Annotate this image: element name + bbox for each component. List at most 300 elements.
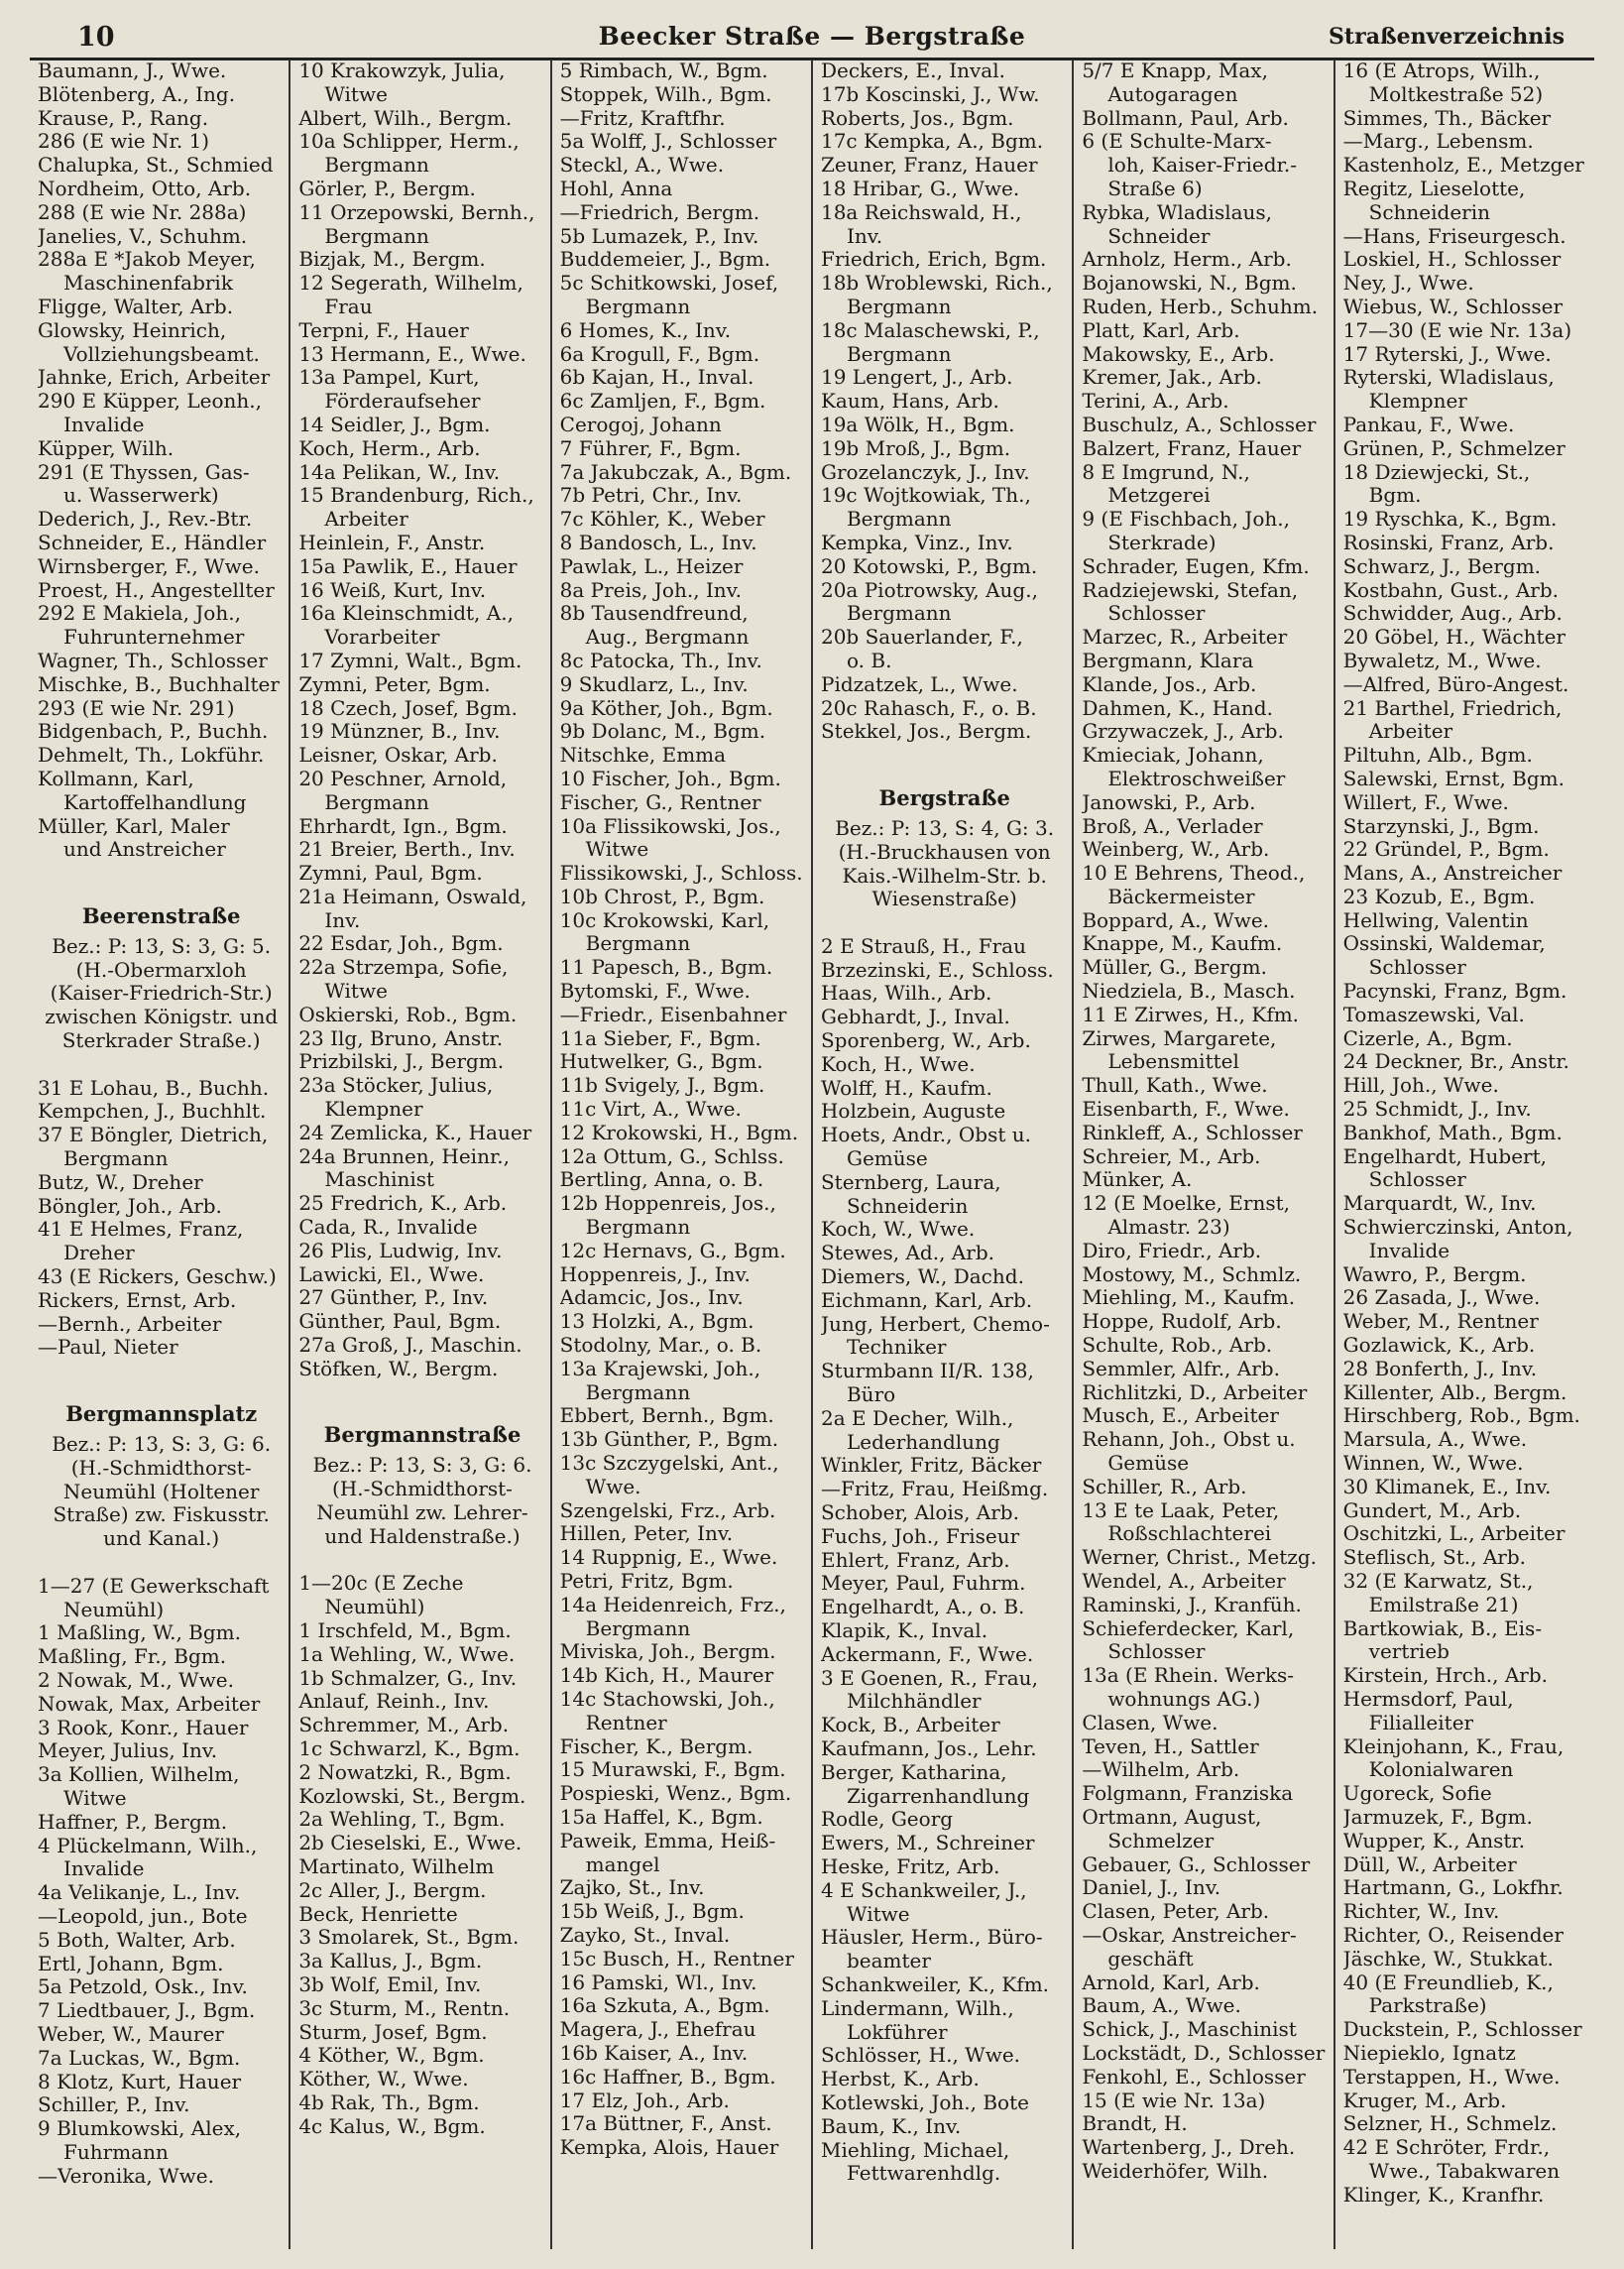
resident-entry: 27a Groß, J., Maschin. xyxy=(298,1334,522,1358)
resident-entry: 7 Führer, F., Bgm. xyxy=(559,436,742,460)
resident-entry: Zayko, St., Inval. xyxy=(559,1923,731,1947)
resident-entry: Koch, W., Wwe. xyxy=(820,1218,976,1242)
resident-entry: Proest, H., Angestellter xyxy=(38,578,275,602)
resident-entry: Oskierski, Rob., Bgm. xyxy=(298,1003,518,1026)
resident-entry: Hohl, Anna xyxy=(559,177,673,200)
resident-entry-continuation: Witwe xyxy=(585,838,649,862)
resident-entry: 3 Rook, Konr., Hauer xyxy=(38,1716,249,1739)
resident-entry-continuation: Vollziehungsbeamt. xyxy=(63,342,260,366)
resident-entry: Terstappen, H., Wwe. xyxy=(1342,2065,1561,2089)
resident-entry: Clasen, Wwe. xyxy=(1082,1711,1218,1734)
resident-entry: Jung, Herbert, Chemo- xyxy=(820,1312,1050,1336)
resident-entry: 27 Günther, P., Inv. xyxy=(298,1286,489,1310)
resident-entry: Kollmann, Karl, xyxy=(38,767,194,790)
resident-entry: 18 Czech, Josef, Bgm. xyxy=(298,696,518,720)
resident-entry: 14c Stachowski, Joh., xyxy=(559,1687,775,1711)
resident-entry: Gozlawick, K., Arb. xyxy=(1342,1334,1536,1358)
resident-entry: Jahnke, Erich, Arbeiter xyxy=(38,366,271,390)
resident-entry: Magera, J., Ehefrau xyxy=(559,2018,756,2042)
resident-entry: Wartenberg, J., Dreh. xyxy=(1082,2136,1296,2160)
resident-entry: Zajko, St., Inv. xyxy=(559,1876,705,1900)
resident-entry: 13 Hermann, E., Wwe. xyxy=(298,342,526,366)
resident-entry: 18a Reichswald, H., xyxy=(820,200,1022,224)
resident-entry: Niepieklo, Ignatz xyxy=(1342,2041,1516,2065)
resident-entry: Winkler, Fritz, Bäcker xyxy=(820,1454,1042,1478)
resident-entry: 6 Homes, K., Inv. xyxy=(559,318,732,342)
resident-entry: Rybka, Wladislaus, xyxy=(1082,200,1273,224)
resident-entry-continuation: geschäft xyxy=(1107,1947,1194,1970)
resident-entry: Schober, Alois, Arb. xyxy=(820,1501,1019,1525)
resident-entry: 15 Brandenburg, Rich., xyxy=(298,484,534,508)
resident-entry: Weber, W., Maurer xyxy=(38,2022,224,2046)
resident-entry: Müller, G., Bergm. xyxy=(1082,956,1267,980)
resident-entry-continuation: u. Wasserwerk) xyxy=(63,484,219,508)
directory-column xyxy=(289,60,549,2249)
resident-entry: 20a Piotrowsky, Aug., xyxy=(820,578,1038,602)
resident-entry: Pospieski, Wenz., Bgm. xyxy=(559,1782,792,1806)
resident-entry: Pidzatzek, L., Wwe. xyxy=(820,672,1018,696)
resident-entry-continuation: beamter xyxy=(846,1950,931,1973)
resident-entry: 10 Fischer, Joh., Bgm. xyxy=(559,767,781,790)
resident-entry-continuation: Neumühl) xyxy=(63,1598,165,1621)
resident-entry: Szengelski, Frz., Arb. xyxy=(559,1498,776,1522)
resident-entry: Dederich, J., Rev.-Btr. xyxy=(38,508,253,532)
street-heading: Beerenstraße xyxy=(81,902,241,928)
resident-entry-continuation: Invalide xyxy=(63,413,145,436)
resident-entry: 6a Krogull, F., Bgm. xyxy=(559,342,760,366)
resident-entry: Bollmann, Paul, Arb. xyxy=(1082,106,1289,130)
resident-entry: 13a (E Rhein. Werks- xyxy=(1082,1664,1295,1688)
resident-entry: 18c Malaschewski, P., xyxy=(820,318,1040,342)
resident-entry: Schremmer, M., Arb. xyxy=(298,1714,510,1737)
resident-entry: Ryterski, Wladislaus, xyxy=(1342,366,1555,390)
resident-entry: Grzywaczek, J., Arb. xyxy=(1082,720,1284,744)
resident-entry: —Alfred, Büro-Angest. xyxy=(1342,672,1569,696)
resident-entry: Ortmann, August, xyxy=(1082,1805,1262,1829)
resident-entry: Miviska, Joh., Bergm. xyxy=(559,1640,776,1664)
resident-entry: Schlösser, H., Wwe. xyxy=(820,2044,1021,2068)
resident-entry: Steflisch, St., Arb. xyxy=(1342,1546,1526,1570)
resident-entry: 9 Blumkowski, Alex, xyxy=(38,2117,242,2141)
resident-entry: Pankau, F., Wwe. xyxy=(1342,413,1515,436)
resident-entry: 15a Pawlik, E., Hauer xyxy=(298,554,518,578)
resident-entry: Marquardt, W., Inv. xyxy=(1342,1192,1537,1216)
resident-entry-continuation: Kartoffelhandlung xyxy=(63,790,247,814)
resident-entry: 4c Kalus, W., Bgm. xyxy=(298,2114,486,2138)
street-location: Kais.-Wilhelm-Str. b. xyxy=(842,863,1047,888)
resident-entry: 23 Ilg, Bruno, Anstr. xyxy=(298,1026,504,1050)
page-header xyxy=(30,14,1594,60)
resident-entry: 293 (E wie Nr. 291) xyxy=(38,696,235,720)
resident-entry: 4 Plückelmann, Wilh., xyxy=(38,1834,258,1857)
resident-entry: 10 Krakowzyk, Julia, xyxy=(298,60,506,82)
resident-entry: 9 Skudlarz, L., Inv. xyxy=(559,672,749,696)
resident-entry: Zymni, Paul, Bgm. xyxy=(298,862,483,886)
resident-entry: Buschulz, A., Schlosser xyxy=(1082,413,1317,436)
resident-entry-continuation: Schneiderin xyxy=(1368,200,1491,224)
resident-entry: Mostowy, M., Schmlz. xyxy=(1082,1262,1302,1286)
resident-entry: 26 Plis, Ludwig, Inv. xyxy=(298,1239,503,1262)
resident-entry: 13a Pampel, Kurt, xyxy=(298,366,480,390)
resident-entry: Görler, P., Bergm. xyxy=(298,177,476,200)
resident-entry: 15b Weiß, J., Bgm. xyxy=(559,1900,745,1924)
resident-entry: 22a Strzempa, Sofie, xyxy=(298,956,509,980)
resident-entry: Anlauf, Reinh., Inv. xyxy=(298,1690,490,1714)
resident-entry: Daniel, J., Inv. xyxy=(1082,1876,1221,1900)
resident-entry: Musch, E., Arbeiter xyxy=(1082,1404,1279,1428)
resident-entry-continuation: Filialleiter xyxy=(1368,1711,1474,1734)
resident-entry: Nitschke, Emma xyxy=(559,744,727,768)
resident-entry: Ugoreck, Sofie xyxy=(1342,1782,1492,1806)
resident-entry: 13b Günther, P., Bgm. xyxy=(559,1428,779,1452)
resident-entry: Boppard, A., Wwe. xyxy=(1082,908,1270,932)
resident-entry: 17 Ryterski, J., Wwe. xyxy=(1342,342,1552,366)
resident-entry: 19c Wojtkowiak, Th., xyxy=(820,484,1031,508)
resident-entry-continuation: Witwe xyxy=(846,1902,910,1926)
resident-entry: Haffner, P., Bergm. xyxy=(38,1810,228,1834)
resident-entry-continuation: Witwe xyxy=(324,980,388,1004)
resident-entry: 10a Flissikowski, Jos., xyxy=(559,814,781,838)
resident-entry: 8 Klotz, Kurt, Hauer xyxy=(38,2070,242,2093)
resident-entry: Mans, A., Anstreicher xyxy=(1342,862,1563,886)
street-location: und Haldenstraße.) xyxy=(324,1523,521,1548)
resident-entry: Ehrhardt, Ign., Bgm. xyxy=(298,814,508,838)
resident-entry: Kozlowski, St., Bergm. xyxy=(298,1784,526,1808)
resident-entry: Klapik, K., Inval. xyxy=(820,1619,988,1642)
resident-entry: Kostbahn, Gust., Arb. xyxy=(1342,578,1559,602)
resident-entry: Steckl, A., Wwe. xyxy=(559,154,725,178)
resident-entry: 17—30 (E wie Nr. 13a) xyxy=(1342,318,1572,342)
resident-entry: Hirschberg, Rob., Bgm. xyxy=(1342,1404,1580,1428)
resident-entry-continuation: Gemüse xyxy=(846,1147,928,1171)
resident-entry: Deckers, E., Inval. xyxy=(820,60,1005,82)
street-district-info: Bez.: P: 13, S: 4, G: 3. xyxy=(835,815,1055,840)
resident-entry: Kempchen, J., Buchhlt. xyxy=(38,1100,267,1124)
resident-entry: Zeuner, Franz, Hauer xyxy=(820,154,1038,178)
resident-entry: Folgmann, Franziska xyxy=(1082,1782,1294,1806)
resident-entry: Küpper, Wilh. xyxy=(38,436,174,460)
resident-entry: Makowsky, E., Arb. xyxy=(1082,342,1275,366)
resident-entry: Schrader, Eugen, Kfm. xyxy=(1082,554,1310,578)
resident-entry: 4a Velikanje, L., Inv. xyxy=(38,1881,241,1905)
resident-entry: 16 Pamski, Wl., Inv. xyxy=(559,1970,757,1994)
resident-entry: 4 E Schankweiler, J., xyxy=(820,1878,1027,1902)
resident-entry-continuation: Kolonialwaren xyxy=(1368,1758,1514,1782)
resident-entry: Haas, Wilh., Arb. xyxy=(820,982,992,1006)
resident-entry: 9a Köther, Joh., Bgm. xyxy=(559,696,773,720)
resident-entry: —Hans, Friseurgesch. xyxy=(1342,224,1566,248)
resident-entry: Rehann, Joh., Obst u. xyxy=(1082,1428,1296,1452)
resident-entry: 286 (E wie Nr. 1) xyxy=(38,130,210,154)
resident-entry: 12c Hernavs, G., Bgm. xyxy=(559,1239,786,1262)
resident-entry: 1 Maßling, W., Bgm. xyxy=(38,1621,241,1645)
resident-entry: Lawicki, El., Wwe. xyxy=(298,1262,485,1286)
resident-entry-continuation: Invalide xyxy=(63,1857,145,1881)
resident-entry: 15c Busch, H., Rentner xyxy=(559,1947,794,1970)
resident-entry: Glowsky, Heinrich, xyxy=(38,318,227,342)
resident-entry-continuation: Fuhrmann xyxy=(63,2140,169,2164)
resident-entry: Bywaletz, M., Wwe. xyxy=(1342,649,1542,672)
resident-entry: 17 Zymni, Walt., Bgm. xyxy=(298,649,522,672)
street-location: zwischen Königstr. und xyxy=(45,1005,279,1029)
resident-entry-continuation: Arbeiter xyxy=(324,508,408,532)
resident-entry: Roberts, Jos., Bgm. xyxy=(820,106,1014,130)
resident-entry-continuation: Elektroschweißer xyxy=(1107,767,1286,790)
resident-entry: Diemers, W., Dachd. xyxy=(820,1265,1024,1289)
spacer xyxy=(298,1381,545,1405)
resident-entry: Kaufmann, Jos., Lehr. xyxy=(820,1736,1037,1760)
resident-entry: Bertling, Anna, o. B. xyxy=(559,1168,764,1192)
resident-entry: Lindermann, Wilh., xyxy=(820,1996,1014,2020)
resident-entry: 42 E Schröter, Frdr., xyxy=(1342,2136,1551,2160)
resident-entry: 11 Papesch, B., Bgm. xyxy=(559,956,773,980)
resident-entry: 6b Kajan, H., Inval. xyxy=(559,366,754,390)
resident-entry-continuation: Lebensmittel xyxy=(1107,1050,1239,1074)
resident-entry: Raminski, J., Kranfüh. xyxy=(1082,1593,1302,1616)
resident-entry-continuation: Bergmann xyxy=(846,342,952,366)
resident-entry: Miehling, Michael, xyxy=(820,2138,1010,2162)
resident-entry: Ruden, Herb., Schuhm. xyxy=(1082,295,1319,318)
resident-entry: Wupper, K., Anstr. xyxy=(1342,1829,1526,1852)
resident-entry: 14a Heidenreich, Frz., xyxy=(559,1593,786,1616)
street-heading: Bergmannstraße xyxy=(323,1422,522,1448)
resident-entry-continuation: Büro xyxy=(846,1383,896,1407)
resident-entry: Schankweiler, K., Kfm. xyxy=(820,1972,1050,1996)
resident-entry: Schreier, M., Arb. xyxy=(1082,1144,1261,1168)
resident-entry: Cada, R., Invalide xyxy=(298,1216,478,1240)
resident-entry: Willert, F., Wwe. xyxy=(1342,790,1509,814)
resident-entry: Grünen, P., Schmelzer xyxy=(1342,436,1566,460)
resident-entry: Kempka, Alois, Hauer xyxy=(559,2136,779,2160)
street-district-info: Bez.: P: 13, S: 3, G: 5. xyxy=(52,933,272,958)
street-location: und Kanal.) xyxy=(103,1526,220,1551)
resident-entry: 13c Szczygelski, Ant., xyxy=(559,1452,779,1476)
resident-entry: Weiderhöfer, Wilh. xyxy=(1082,2159,1269,2183)
resident-entry-continuation: Sterkrade) xyxy=(1107,531,1217,554)
resident-entry-continuation: Vorarbeiter xyxy=(324,626,440,650)
resident-entry: Schieferdecker, Karl, xyxy=(1082,1616,1295,1640)
resident-entry: 21 Breier, Berth., Inv. xyxy=(298,838,516,862)
resident-entry: 11c Virt, A., Wwe. xyxy=(559,1098,742,1122)
resident-entry: 13 E te Laak, Peter, xyxy=(1082,1498,1280,1522)
resident-entry: —Bernh., Arbeiter xyxy=(38,1312,222,1336)
resident-entry: 12 (E Moelke, Ernst, xyxy=(1082,1192,1290,1216)
resident-entry: Janowski, P., Arb. xyxy=(1082,790,1256,814)
resident-entry: 1 Irschfeld, M., Bgm. xyxy=(298,1619,512,1642)
resident-entry: Martinato, Wilhelm xyxy=(298,1854,495,1878)
resident-entry-continuation: Autogaragen xyxy=(1107,82,1238,106)
resident-entry: Wagner, Th., Schlosser xyxy=(38,649,268,672)
resident-entry: Oschitzki, L., Arbeiter xyxy=(1342,1522,1566,1546)
resident-entry: 16a Szkuta, A., Bgm. xyxy=(559,1994,770,2018)
resident-entry-continuation: Inv. xyxy=(324,908,361,932)
resident-entry-continuation: Straße 6) xyxy=(1107,177,1203,200)
resident-entry: Meyer, Julius, Inv. xyxy=(38,1739,218,1763)
directory-column xyxy=(811,60,1072,2249)
resident-entry: Petri, Fritz, Bgm. xyxy=(559,1570,734,1593)
resident-entry-continuation: Schneiderin xyxy=(846,1194,969,1218)
resident-entry: 6 (E Schulte-Marx- xyxy=(1082,130,1272,154)
resident-entry-continuation: Dreher xyxy=(63,1242,135,1265)
resident-entry: 5 Both, Walter, Arb. xyxy=(38,1928,236,1952)
resident-entry: 23 Kozub, E., Bgm. xyxy=(1342,885,1536,908)
resident-entry: 7c Köhler, K., Weber xyxy=(559,508,765,532)
resident-entry: Heske, Fritz, Arb. xyxy=(820,1854,1000,1878)
resident-entry: Paweik, Emma, Heiß- xyxy=(559,1829,776,1852)
resident-entry: 13 Holzki, A., Bgm. xyxy=(559,1310,754,1334)
resident-entry: Regitz, Lieselotte, xyxy=(1342,177,1526,200)
resident-entry-continuation: Klempner xyxy=(324,1098,423,1122)
resident-entry: 8a Preis, Joh., Inv. xyxy=(559,578,742,602)
resident-entry: Schwierczinski, Anton, xyxy=(1342,1216,1573,1240)
resident-entry: 12 Krokowski, H., Bgm. xyxy=(559,1121,799,1144)
resident-entry: 3c Sturm, M., Rentn. xyxy=(298,1996,511,2020)
spacer xyxy=(298,1549,545,1573)
resident-entry: 5b Lumazek, P., Inv. xyxy=(559,224,759,248)
street-district-info: Bez.: P: 13, S: 3, G: 6. xyxy=(52,1432,272,1457)
resident-entry: Brandt, H. xyxy=(1082,2112,1188,2136)
resident-entry: 7b Petri, Chr., Inv. xyxy=(559,484,743,508)
resident-entry: Bartkowiak, B., Eis- xyxy=(1342,1616,1543,1640)
street-location: (H.-Schmidthorst- xyxy=(332,1477,513,1501)
resident-entry: Berger, Katharina, xyxy=(820,1760,1007,1784)
resident-entry: Zirwes, Margarete, xyxy=(1082,1026,1277,1050)
resident-entry-continuation: Aug., Bergmann xyxy=(585,626,750,650)
resident-entry: 20 Peschner, Arnold, xyxy=(298,767,508,790)
street-heading: Bergmannsplatz xyxy=(65,1401,258,1427)
resident-entry-continuation: Maschinenfabrik xyxy=(63,272,233,296)
resident-entry: Jarmuzek, F., Bgm. xyxy=(1342,1805,1533,1829)
resident-entry: Chalupka, St., Schmied xyxy=(38,154,274,178)
resident-entry: Miehling, M., Kaufm. xyxy=(1082,1286,1296,1310)
resident-entry: 10b Chrost, P., Bgm. xyxy=(559,885,765,908)
resident-entry: Richlitzki, D., Arbeiter xyxy=(1082,1380,1308,1404)
resident-entry: 11 Orzepowski, Bernh., xyxy=(298,200,535,224)
resident-entry: 40 (E Freundlieb, K., xyxy=(1342,1970,1554,1994)
resident-entry: Eisenbarth, F., Wwe. xyxy=(1082,1098,1290,1122)
resident-entry: 16a Kleinschmidt, A., xyxy=(298,602,514,626)
resident-entry: 32 (E Karwatz, St., xyxy=(1342,1570,1534,1593)
resident-entry: Selzner, H., Schmelz. xyxy=(1342,2112,1558,2136)
resident-entry: Leisner, Oskar, Arb. xyxy=(298,744,498,768)
resident-entry: Fenkohl, E., Schlosser xyxy=(1082,2065,1306,2089)
resident-entry-continuation: Witwe xyxy=(324,82,388,106)
resident-entry: Fischer, G., Rentner xyxy=(559,790,761,814)
resident-entry: Terini, A., Arb. xyxy=(1082,390,1229,414)
resident-entry-continuation: und Anstreicher xyxy=(63,838,226,862)
resident-entry: 19a Wölk, H., Bgm. xyxy=(820,413,1015,436)
resident-entry: 2a E Decher, Wilh., xyxy=(820,1406,1014,1430)
resident-entry: 15 (E wie Nr. 13a) xyxy=(1082,2089,1266,2112)
resident-entry: Clasen, Peter, Arb. xyxy=(1082,1900,1270,1924)
resident-entry: 15 Murawski, F., Bgm. xyxy=(559,1758,786,1782)
resident-entry: 5a Wolff, J., Schlosser xyxy=(559,130,777,154)
resident-entry: Maßling, Fr., Bgm. xyxy=(38,1645,227,1669)
resident-entry: 14b Kich, H., Maurer xyxy=(559,1664,774,1688)
resident-entry: 37 E Böngler, Dietrich, xyxy=(38,1124,269,1147)
section-title: Straßenverzeichnis xyxy=(1329,24,1565,50)
resident-entry: 3a Kollien, Wilhelm, xyxy=(38,1763,240,1787)
resident-entry: Semmler, Alfr., Arb. xyxy=(1082,1357,1280,1380)
street-location: (H.-Schmidthorst- xyxy=(70,1455,252,1480)
resident-entry: 15a Haffel, K., Bgm. xyxy=(559,1805,763,1829)
resident-entry: Marsula, A., Wwe. xyxy=(1342,1428,1528,1452)
resident-entry: Friedrich, Erich, Bgm. xyxy=(820,248,1047,272)
resident-entry-continuation: Bergmann xyxy=(585,1216,691,1240)
resident-entry: 4b Rak, Th., Bgm. xyxy=(298,2090,480,2114)
resident-entry: Beck, Henriette xyxy=(298,1902,458,1926)
resident-entry: 4 Köther, W., Bgm. xyxy=(298,2044,485,2068)
resident-entry-continuation: Lederhandlung xyxy=(846,1430,1000,1454)
street-location: Sterkrader Straße.) xyxy=(61,1028,261,1053)
resident-entry: Kastenholz, E., Metzger xyxy=(1342,154,1584,178)
resident-entry: 290 E Küpper, Leonh., xyxy=(38,390,263,414)
resident-entry: 12 Segerath, Wilhelm, xyxy=(298,272,523,296)
resident-entry: Ney, J., Wwe. xyxy=(1342,272,1474,296)
resident-entry: Böngler, Joh., Arb. xyxy=(38,1194,222,1218)
resident-entry: Schulte, Rob., Arb. xyxy=(1082,1334,1273,1358)
resident-entry: 5c Schitkowski, Josef, xyxy=(559,272,779,296)
resident-entry: Stoppek, Wilh., Bgm. xyxy=(559,82,772,106)
resident-entry: Adamcic, Jos., Inv. xyxy=(559,1286,744,1310)
resident-entry: Hellwing, Valentin xyxy=(1342,908,1529,932)
resident-entry: Holzbein, Auguste xyxy=(820,1100,1006,1124)
resident-entry: 7a Jakubczak, A., Bgm. xyxy=(559,460,792,484)
resident-entry: 2 E Strauß, H., Frau xyxy=(820,934,1026,958)
resident-entry: Duckstein, P., Schlosser xyxy=(1342,2018,1582,2042)
resident-entry: Bizjak, M., Bergm. xyxy=(298,248,486,272)
resident-entry: Albert, Wilh., Bergm. xyxy=(298,106,513,130)
street-location: Neumühl (Holtener xyxy=(62,1479,260,1503)
resident-entry: Baum, K., Inv. xyxy=(820,2114,962,2138)
resident-entry: Baum, A., Wwe. xyxy=(1082,1994,1241,2018)
resident-entry: 2c Aller, J., Bergm. xyxy=(298,1878,487,1902)
resident-entry: Hill, Joh., Wwe. xyxy=(1342,1074,1499,1098)
resident-entry: 10c Krokowski, Karl, xyxy=(559,908,770,932)
resident-entry: —Friedr., Eisenbahner xyxy=(559,1003,787,1026)
spacer xyxy=(38,862,285,886)
resident-entry: 7a Luckas, W., Bgm. xyxy=(38,2046,241,2070)
resident-entry: —Fritz, Kraftfhr. xyxy=(559,106,726,130)
resident-entry: 8c Patocka, Th., Inv. xyxy=(559,649,762,672)
resident-entry-continuation: Bergmann xyxy=(585,295,691,318)
resident-entry: Nowak, Max, Arbeiter xyxy=(38,1692,261,1716)
resident-entry: —Leopold, jun., Bote xyxy=(38,1904,248,1928)
resident-entry: Häusler, Herm., Büro- xyxy=(820,1926,1043,1950)
resident-entry-continuation: Klempner xyxy=(1368,390,1467,414)
resident-entry: 11 E Zirwes, H., Kfm. xyxy=(1082,1003,1300,1026)
resident-entry: Blötenberg, A., Ing. xyxy=(38,82,236,106)
resident-entry: 19b Mroß, J., Bgm. xyxy=(820,436,1011,460)
resident-entry: Bytomski, F., Wwe. xyxy=(559,980,751,1004)
resident-entry: Salewski, Ernst, Bgm. xyxy=(1342,767,1565,790)
resident-entry: Jäschke, W., Stukkat. xyxy=(1342,1947,1554,1970)
resident-entry: Kremer, Jak., Arb. xyxy=(1082,366,1262,390)
resident-entry-continuation: Schlosser xyxy=(1107,602,1206,626)
resident-entry-continuation: Wwe., Tabakwaren xyxy=(1368,2159,1561,2183)
resident-entry-continuation: Milchhändler xyxy=(846,1690,982,1714)
resident-entry: Schiller, P., Inv. xyxy=(38,2093,190,2117)
resident-entry: —Oskar, Anstreicher- xyxy=(1082,1923,1297,1947)
resident-entry: Düll, W., Arbeiter xyxy=(1342,1852,1517,1876)
resident-entry: Schwidder, Aug., Arb. xyxy=(1342,602,1563,626)
resident-entry: —Marg., Lebensm. xyxy=(1342,130,1534,154)
resident-entry: Cerogoj, Johann xyxy=(559,413,722,436)
resident-entry: Thull, Kath., Wwe. xyxy=(1082,1074,1268,1098)
resident-entry: Dehmelt, Th., Lokführ. xyxy=(38,744,265,768)
resident-entry: Hartmann, G., Lokfhr. xyxy=(1342,1876,1564,1900)
resident-entry-continuation: Schneider xyxy=(1107,224,1211,248)
